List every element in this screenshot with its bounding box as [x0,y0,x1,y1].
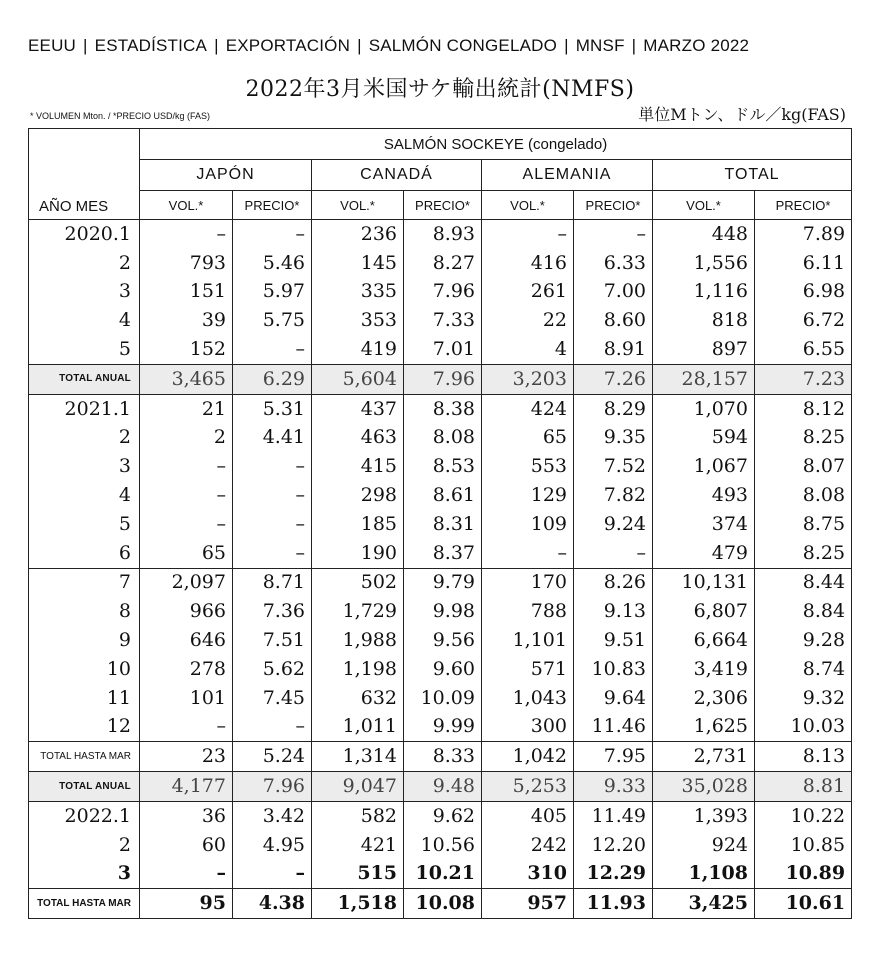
unit-note-japanese: 単位Mトン、ドル／kg(FAS) [638,105,846,124]
precio-cell: – [233,713,312,742]
vol-cell: – [140,510,233,539]
vol-cell: 335 [312,278,404,307]
header-separator: | [564,36,569,55]
header-separator: | [357,36,362,55]
vol-cell: 4 [482,335,574,364]
total-hasta-mar-row [29,889,852,919]
precio-cell: 9.64 [574,684,653,713]
vol-cell: 818 [653,306,755,335]
vol-cell: 421 [312,831,404,860]
precio-cell: 7.01 [404,335,482,364]
precio-cell: 5.31 [233,394,312,423]
precio-cell: 6.98 [755,278,852,307]
precio-cell: 6.72 [755,306,852,335]
precio-cell: 8.37 [404,539,482,568]
subheader-precio: PRECIO* [404,191,482,220]
row-label: 10 [29,655,140,684]
precio-cell: 10.85 [755,831,852,860]
vol-cell: 424 [482,394,574,423]
table-row [29,452,852,481]
precio-cell: 5.24 [233,742,312,772]
vol-cell: 2,731 [653,742,755,772]
precio-cell: 7.36 [233,597,312,626]
vol-cell: 1,067 [653,452,755,481]
precio-cell: 9.32 [755,684,852,713]
vol-cell: 3,425 [653,889,755,919]
precio-cell: 10.83 [574,655,653,684]
table-row [29,568,852,597]
vol-cell: 1,070 [653,394,755,423]
precio-cell: 10.61 [755,889,852,919]
vol-cell: 1,011 [312,713,404,742]
vol-cell: 1,101 [482,626,574,655]
precio-cell: 8.91 [574,335,653,364]
vol-cell: 1,043 [482,684,574,713]
precio-cell: 7.96 [233,772,312,802]
precio-cell: 7.96 [404,364,482,394]
vol-cell: 1,625 [653,713,755,742]
precio-cell: 11.93 [574,889,653,919]
precio-cell: 8.27 [404,249,482,278]
vol-cell: 5,604 [312,364,404,394]
precio-cell: 8.26 [574,568,653,597]
precio-cell: 8.33 [404,742,482,772]
row-label: 2 [29,424,140,453]
precio-cell: 4.38 [233,889,312,919]
vol-cell: 405 [482,801,574,830]
table-row [29,597,852,626]
row-label: TOTAL ANUAL [29,772,140,802]
country-header-canada: CANADÁ [312,160,482,191]
vol-cell: 190 [312,539,404,568]
row-label: 2021.1 [29,394,140,423]
precio-cell: 8.84 [755,597,852,626]
precio-cell: 9.51 [574,626,653,655]
total-anual-row [29,772,852,802]
row-label: 6 [29,539,140,568]
vol-cell: 4,177 [140,772,233,802]
sockeye-export-table [28,128,852,919]
precio-cell: 9.99 [404,713,482,742]
vol-cell: 515 [312,860,404,889]
header-part-product: SALMÓN CONGELADO [368,36,558,55]
vol-cell: 278 [140,655,233,684]
total-anual-row [29,364,852,394]
vol-cell: 170 [482,568,574,597]
japanese-title: 2022年3月米国サケ輸出統計(NMFS) [245,77,635,102]
vol-cell: – [140,713,233,742]
precio-cell: 8.07 [755,452,852,481]
precio-cell: 8.08 [755,481,852,510]
row-label: TOTAL ANUAL [29,364,140,394]
subheader-vol: VOL.* [312,191,404,220]
vol-cell: 10,131 [653,568,755,597]
vol-cell: 419 [312,335,404,364]
vol-cell: 788 [482,597,574,626]
precio-cell: – [233,510,312,539]
vol-cell: 1,556 [653,249,755,278]
vol-cell: 3,465 [140,364,233,394]
vol-cell: 35,028 [653,772,755,802]
header-part-type: EXPORTACIÓN [225,36,351,55]
precio-cell: 8.25 [755,539,852,568]
vol-cell: 95 [140,889,233,919]
vol-cell: 502 [312,568,404,597]
table-row [29,510,852,539]
precio-cell: 7.89 [755,220,852,249]
vol-cell: 1,729 [312,597,404,626]
row-label: 2 [29,249,140,278]
table-row [29,394,852,423]
vol-cell: 28,157 [653,364,755,394]
precio-cell: 8.31 [404,510,482,539]
vol-cell: 21 [140,394,233,423]
precio-cell: 9.24 [574,510,653,539]
header-part-date: MARZO 2022 [643,36,750,55]
vol-cell: 300 [482,713,574,742]
precio-cell: 4.95 [233,831,312,860]
precio-cell: 7.52 [574,452,653,481]
vol-cell: 1,314 [312,742,404,772]
precio-cell: 8.12 [755,394,852,423]
precio-cell: 9.28 [755,626,852,655]
row-label: 4 [29,306,140,335]
row-label: 3 [29,278,140,307]
precio-cell: 10.08 [404,889,482,919]
vol-cell: – [482,539,574,568]
vol-cell: 60 [140,831,233,860]
vol-cell: 1,042 [482,742,574,772]
precio-cell: 8.81 [755,772,852,802]
precio-cell: 9.33 [574,772,653,802]
subheader-vol: VOL.* [653,191,755,220]
row-label: 3 [29,860,140,889]
header-separator: | [83,36,88,55]
table-row [29,801,852,830]
vol-cell: 151 [140,278,233,307]
precio-cell: 8.74 [755,655,852,684]
header-separator: | [631,36,637,55]
vol-cell: 9,047 [312,772,404,802]
vol-cell: 242 [482,831,574,860]
vol-cell: 957 [482,889,574,919]
precio-cell: 11.46 [574,713,653,742]
vol-cell: 65 [140,539,233,568]
table-row [29,860,852,889]
precio-cell: 8.08 [404,424,482,453]
vol-cell: 236 [312,220,404,249]
precio-cell: 9.35 [574,424,653,453]
table-row [29,655,852,684]
vol-cell: 3,203 [482,364,574,394]
precio-cell: – [233,220,312,249]
vol-cell: 6,664 [653,626,755,655]
vol-cell: – [140,860,233,889]
precio-cell: 7.51 [233,626,312,655]
vol-cell: 310 [482,860,574,889]
precio-cell: 5.62 [233,655,312,684]
row-label: 8 [29,597,140,626]
vol-cell: 185 [312,510,404,539]
vol-cell: 23 [140,742,233,772]
precio-cell: 10.56 [404,831,482,860]
vol-cell: 353 [312,306,404,335]
header-corner [29,129,140,160]
vol-cell: 298 [312,481,404,510]
vol-cell: 145 [312,249,404,278]
subheader-precio: PRECIO* [755,191,852,220]
vol-cell: 632 [312,684,404,713]
vol-cell: 1,518 [312,889,404,919]
precio-cell: 7.96 [404,278,482,307]
header-part-country: EEUU [28,36,77,55]
subheader-vol: VOL.* [482,191,574,220]
precio-cell: – [233,860,312,889]
vol-cell: 463 [312,424,404,453]
country-header-japon: JAPÓN [140,160,312,191]
precio-cell: 6.33 [574,249,653,278]
group-header: SALMÓN SOCKEYE (congelado) [140,129,852,160]
vol-cell: 479 [653,539,755,568]
table-row [29,249,852,278]
precio-cell: 7.26 [574,364,653,394]
precio-cell: 10.89 [755,860,852,889]
vol-cell: 109 [482,510,574,539]
precio-cell: 3.42 [233,801,312,830]
row-label: 9 [29,626,140,655]
vol-cell: 39 [140,306,233,335]
row-label: 3 [29,452,140,481]
vol-cell: 2 [140,424,233,453]
precio-cell: 10.21 [404,860,482,889]
vol-cell: 924 [653,831,755,860]
precio-cell: 9.48 [404,772,482,802]
subheader-precio: PRECIO* [574,191,653,220]
header-separator: | [214,36,219,55]
vol-cell: 416 [482,249,574,278]
table-row [29,713,852,742]
precio-cell: – [233,452,312,481]
precio-cell: 7.82 [574,481,653,510]
precio-cell: 6.29 [233,364,312,394]
precio-cell: – [574,539,653,568]
precio-cell: 8.93 [404,220,482,249]
row-label: 12 [29,713,140,742]
vol-cell: 1,988 [312,626,404,655]
precio-cell: 12.20 [574,831,653,860]
row-label: 5 [29,510,140,539]
precio-cell: – [233,335,312,364]
table-row [29,306,852,335]
precio-cell: 8.25 [755,424,852,453]
row-header-ano-mes: AÑO MES [29,191,140,220]
vol-cell: 3,419 [653,655,755,684]
header-part-category: ESTADÍSTICA [94,36,208,55]
precio-cell: 5.46 [233,249,312,278]
precio-cell: 6.11 [755,249,852,278]
table-row [29,831,852,860]
precio-cell: 7.00 [574,278,653,307]
precio-cell: 4.41 [233,424,312,453]
precio-cell: 10.22 [755,801,852,830]
vol-cell: 6,807 [653,597,755,626]
row-label: TOTAL HASTA MAR [29,889,140,919]
precio-cell: 8.29 [574,394,653,423]
precio-cell: 9.60 [404,655,482,684]
precio-cell: 9.79 [404,568,482,597]
precio-cell: 8.38 [404,394,482,423]
header-corner [29,160,140,191]
table-row [29,684,852,713]
subheader-vol: VOL.* [140,191,233,220]
precio-cell: 8.13 [755,742,852,772]
vol-cell: – [140,452,233,481]
vol-cell: 553 [482,452,574,481]
vol-cell: 101 [140,684,233,713]
vol-cell: 415 [312,452,404,481]
precio-cell: 8.75 [755,510,852,539]
total-hasta-mar-row [29,742,852,772]
row-label: 2022.1 [29,801,140,830]
precio-cell: 8.61 [404,481,482,510]
vol-cell: 5,253 [482,772,574,802]
row-label: 2 [29,831,140,860]
precio-cell: 11.49 [574,801,653,830]
row-label: 11 [29,684,140,713]
country-header-total: TOTAL [653,160,852,191]
vol-cell: 1,198 [312,655,404,684]
vol-cell: 152 [140,335,233,364]
table-row [29,481,852,510]
precio-cell: – [574,220,653,249]
precio-cell: 10.03 [755,713,852,742]
vol-cell: 582 [312,801,404,830]
vol-cell: 897 [653,335,755,364]
precio-cell: 7.33 [404,306,482,335]
vol-cell: – [140,481,233,510]
precio-cell: 9.98 [404,597,482,626]
vol-cell: 1,108 [653,860,755,889]
precio-cell: 9.56 [404,626,482,655]
table-row [29,626,852,655]
vol-cell: 2,306 [653,684,755,713]
precio-cell: 7.23 [755,364,852,394]
vol-cell: 437 [312,394,404,423]
vol-cell: 65 [482,424,574,453]
precio-cell: 5.75 [233,306,312,335]
precio-cell: 7.95 [574,742,653,772]
table-row [29,220,852,249]
unit-note-spanish: * VOLUMEN Mton. / *PRECIO USD/kg (FAS) [30,111,211,121]
precio-cell: 8.71 [233,568,312,597]
precio-cell: 10.09 [404,684,482,713]
vol-cell: 261 [482,278,574,307]
vol-cell: 793 [140,249,233,278]
vol-cell: 1,393 [653,801,755,830]
precio-cell: 12.29 [574,860,653,889]
vol-cell: 646 [140,626,233,655]
precio-cell: 6.55 [755,335,852,364]
precio-cell: 8.60 [574,306,653,335]
subheader-precio: PRECIO* [233,191,312,220]
table-row [29,424,852,453]
vol-cell: 2,097 [140,568,233,597]
vol-cell: 448 [653,220,755,249]
vol-cell: 36 [140,801,233,830]
table-row [29,278,852,307]
precio-cell: – [233,539,312,568]
precio-cell: 8.44 [755,568,852,597]
precio-cell: 9.62 [404,801,482,830]
vol-cell: 374 [653,510,755,539]
vol-cell: 571 [482,655,574,684]
precio-cell: – [233,481,312,510]
vol-cell: 129 [482,481,574,510]
vol-cell: 493 [653,481,755,510]
row-label: TOTAL HASTA MAR [29,742,140,772]
vol-cell: – [482,220,574,249]
page-header [28,36,749,56]
precio-cell: 5.97 [233,278,312,307]
table-row [29,335,852,364]
country-header-alemania: ALEMANIA [482,160,653,191]
row-label: 5 [29,335,140,364]
vol-cell: 594 [653,424,755,453]
table-row [29,539,852,568]
table-body [29,220,852,919]
row-label: 4 [29,481,140,510]
precio-cell: 9.13 [574,597,653,626]
precio-cell: 7.45 [233,684,312,713]
vol-cell: – [140,220,233,249]
row-label: 7 [29,568,140,597]
row-label: 2020.1 [29,220,140,249]
vol-cell: 966 [140,597,233,626]
vol-cell: 22 [482,306,574,335]
vol-cell: 1,116 [653,278,755,307]
precio-cell: 8.53 [404,452,482,481]
header-part-source: MNSF [575,36,625,55]
